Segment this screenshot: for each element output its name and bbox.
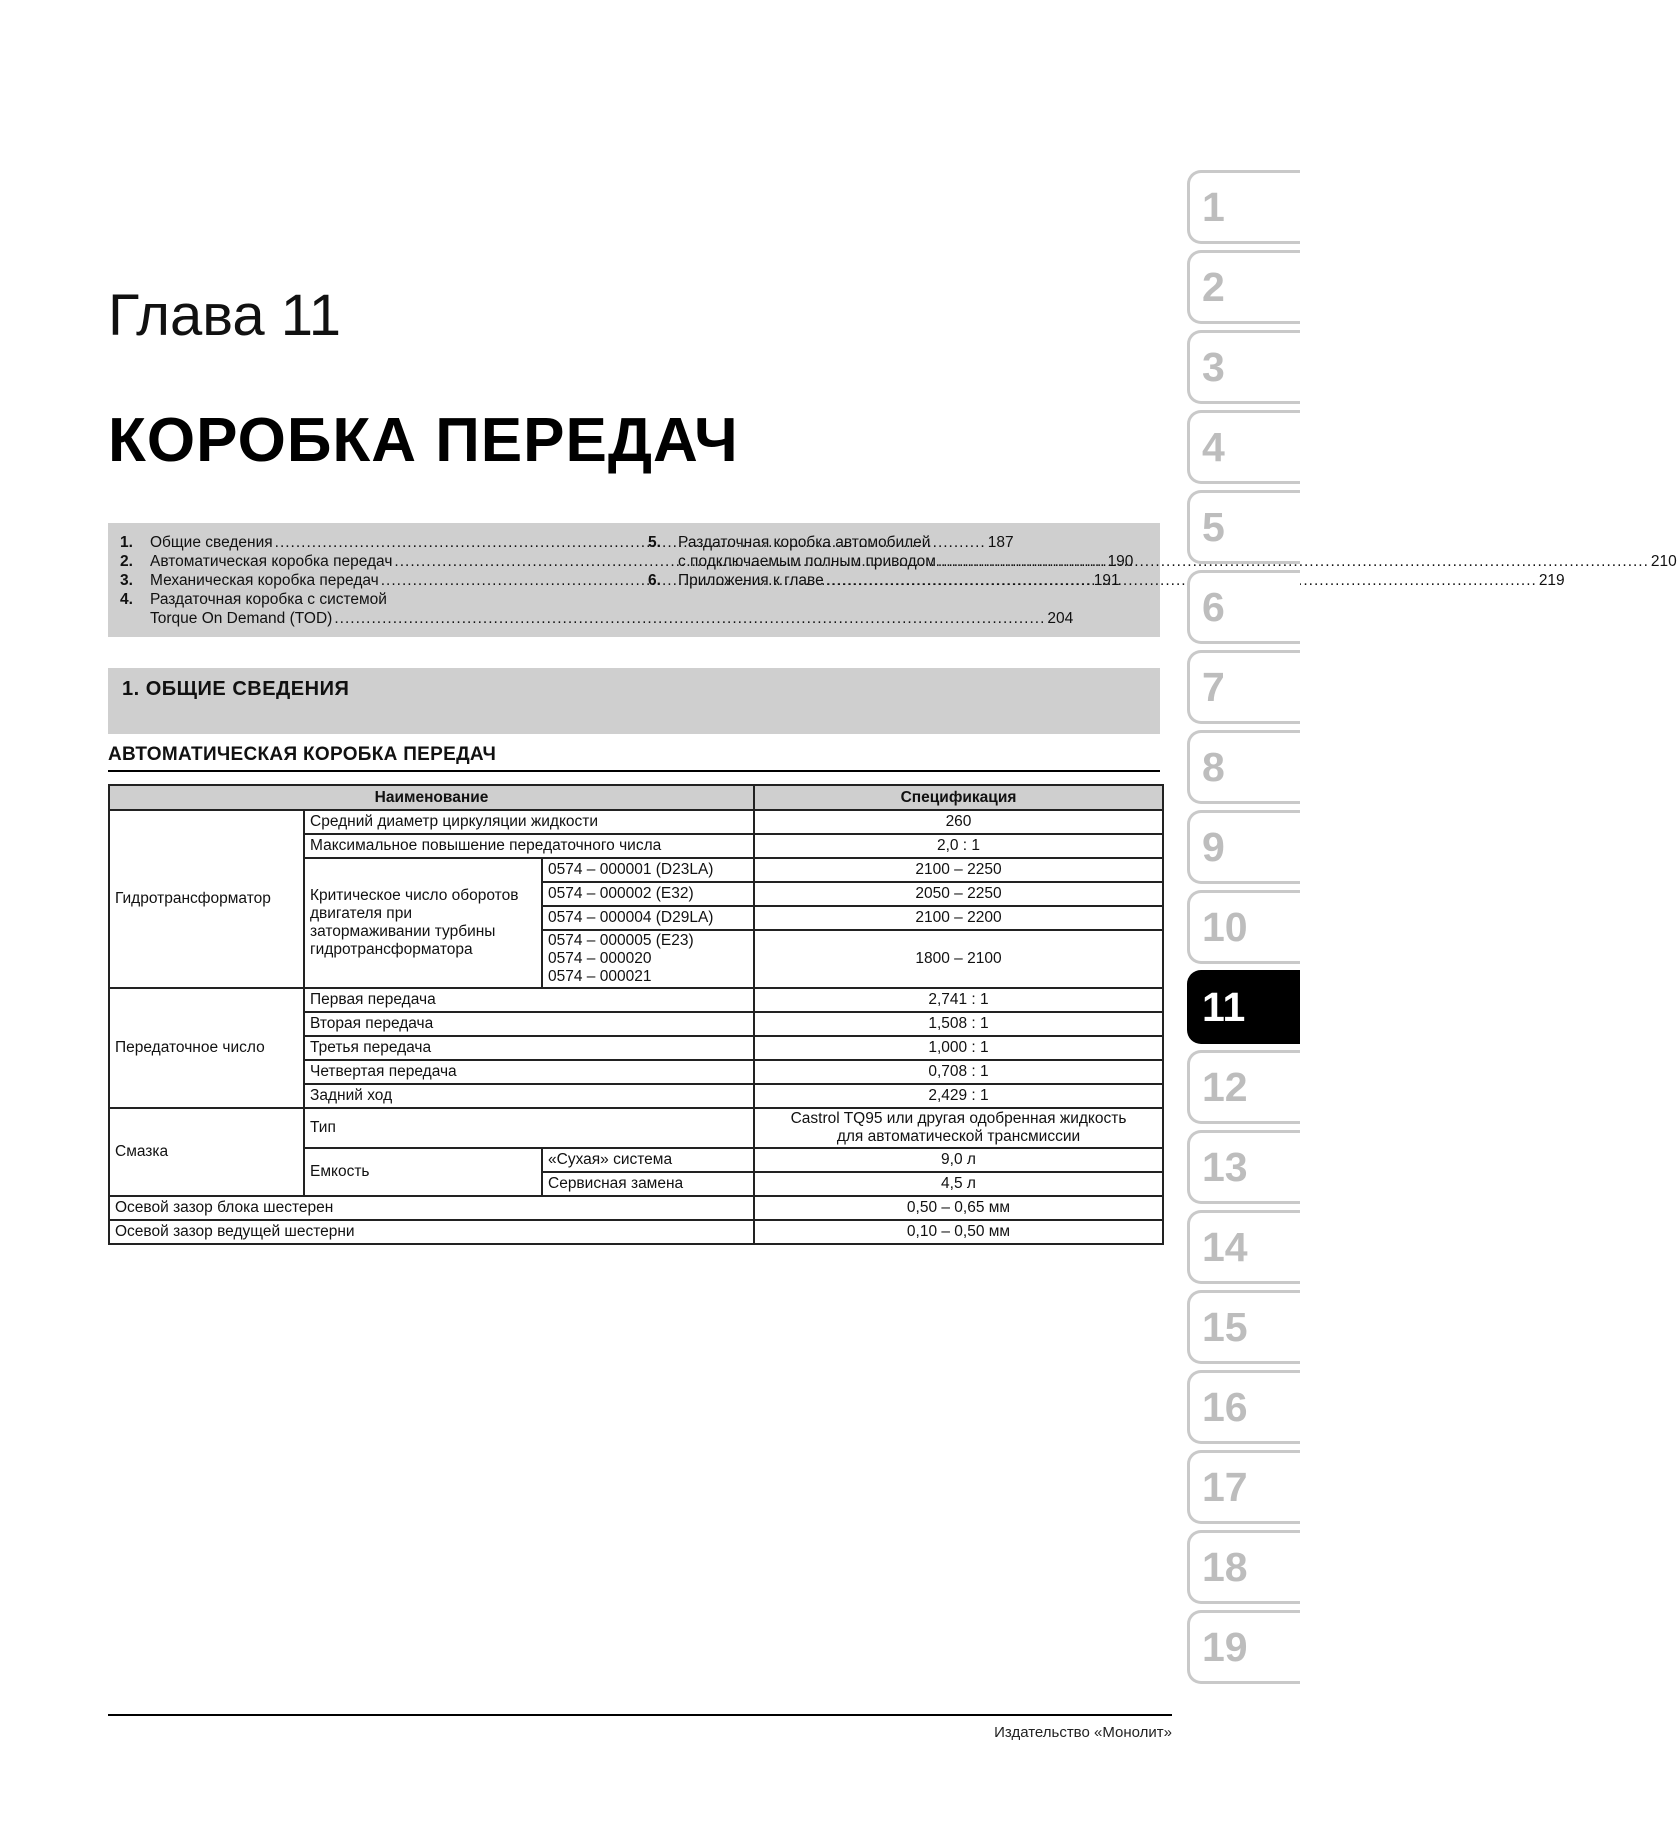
toc-item-number: 1. <box>120 534 133 551</box>
toc-item-title-cont: с подключаемым полным приводом <box>678 553 936 570</box>
param-name: Первая передача <box>304 988 754 1012</box>
table-of-contents <box>108 523 1677 637</box>
toc-item-page: 190 <box>1107 553 1134 570</box>
chapter-tab-13[interactable]: 13 <box>1187 1130 1300 1204</box>
param-value: 0,10 – 0,50 мм <box>754 1220 1163 1244</box>
toc-item-page: 191 <box>1093 572 1120 589</box>
group-lubrication: Смазка <box>109 1108 304 1196</box>
model-code: 0574 – 000002 (E32) <box>542 882 754 906</box>
model-codes <box>542 930 754 988</box>
chapter-label: Глава 11 <box>108 283 341 348</box>
model-code: 0574 – 000005 (E23) <box>548 932 694 949</box>
param-value: 2,0 : 1 <box>754 834 1163 858</box>
column-header-name: Наименование <box>109 785 754 810</box>
param-name: Четвертая передача <box>304 1060 754 1084</box>
toc-item-title: Раздаточная коробка с системой <box>150 591 387 608</box>
publisher-footer: Издательство «Монолит» <box>994 1724 1172 1741</box>
param-name: Задний ход <box>304 1084 754 1108</box>
table-row <box>109 1108 1163 1148</box>
table-header-row <box>109 785 1163 810</box>
param-subname: «Сухая» система <box>542 1148 754 1172</box>
footer-divider <box>108 1714 1172 1716</box>
chapter-tab-10[interactable]: 10 <box>1187 890 1300 964</box>
param-value: 260 <box>754 810 1163 834</box>
toc-item-title: Общие сведения <box>150 534 273 551</box>
param-value: 4,5 л <box>754 1172 1163 1196</box>
toc-right-column <box>648 533 1677 590</box>
param-name: Вторая передача <box>304 1012 754 1036</box>
param-value: 9,0 л <box>754 1148 1163 1172</box>
chapter-tab-11[interactable]: 11 <box>1187 970 1300 1044</box>
chapter-tab-6[interactable]: 6 <box>1187 570 1300 644</box>
chapter-tab-9[interactable]: 9 <box>1187 810 1300 884</box>
chapter-tab-19[interactable]: 19 <box>1187 1610 1300 1684</box>
param-value-line: для автоматической трансмиссии <box>836 1128 1081 1145</box>
param-value: 2050 – 2250 <box>754 882 1163 906</box>
param-value: 0,50 – 0,65 мм <box>754 1196 1163 1220</box>
param-name-stall-speed: Критическое число оборотов двигателя при затормаживании турбины гидротрансформатора <box>304 858 542 988</box>
param-value: 2100 – 2250 <box>754 858 1163 882</box>
param-name: Третья передача <box>304 1036 754 1060</box>
model-code: 0574 – 000001 (D23LA) <box>542 858 754 882</box>
chapter-title: КОРОБКА ПЕРЕДАЧ <box>108 406 739 475</box>
chapter-tab-7[interactable]: 7 <box>1187 650 1300 724</box>
chapter-tab-15[interactable]: 15 <box>1187 1290 1300 1364</box>
model-code: 0574 – 000020 <box>548 950 652 967</box>
toc-item-number: 3. <box>120 572 133 589</box>
param-value: 1,000 : 1 <box>754 1036 1163 1060</box>
param-value: 2100 – 2200 <box>754 906 1163 930</box>
param-name: Тип <box>304 1108 754 1148</box>
model-code: 0574 – 000004 (D29LA) <box>542 906 754 930</box>
toc-item-page: 219 <box>1538 572 1565 589</box>
chapter-tab-4[interactable]: 4 <box>1187 410 1300 484</box>
toc-item-number: 5. <box>648 534 661 551</box>
param-subname: Сервисная замена <box>542 1172 754 1196</box>
param-name: Осевой зазор блока шестерен <box>109 1196 754 1220</box>
param-name: Максимальное повышение передаточного числа <box>304 834 754 858</box>
chapter-tab-5[interactable]: 5 <box>1187 490 1300 564</box>
table-row <box>109 1220 1163 1244</box>
chapter-tab-12[interactable]: 12 <box>1187 1050 1300 1124</box>
param-name: Осевой зазор ведущей шестерни <box>109 1220 754 1244</box>
param-name: Средний диаметр циркуляции жидкости <box>304 810 754 834</box>
toc-item-number: 4. <box>120 591 133 608</box>
table-row <box>109 988 1163 1012</box>
toc-item[interactable] <box>120 590 1074 628</box>
toc-item[interactable] <box>648 533 1677 571</box>
chapter-tab-18[interactable]: 18 <box>1187 1530 1300 1604</box>
toc-item-title: Приложения к главе <box>678 572 824 589</box>
chapter-tab-3[interactable]: 3 <box>1187 330 1300 404</box>
toc-item-page: 204 <box>1047 610 1074 627</box>
section-title: 1. ОБЩИЕ СВЕДЕНИЯ <box>122 678 350 700</box>
table-row <box>109 810 1163 834</box>
chapter-tab-1[interactable]: 1 <box>1187 170 1300 244</box>
param-value-line: Castrol TQ95 или другая одобренная жидкость <box>790 1110 1127 1127</box>
column-header-spec: Спецификация <box>754 785 1163 810</box>
toc-item-title: Механическая коробка передач <box>150 572 379 589</box>
spec-table <box>108 784 1164 1245</box>
param-value: 2,429 : 1 <box>754 1084 1163 1108</box>
param-value: 1800 – 2100 <box>754 930 1163 988</box>
param-value <box>754 1108 1163 1148</box>
section-header <box>108 668 1160 734</box>
toc-item-number: 6. <box>648 572 661 589</box>
toc-item-title: Раздаточная коробка автомобилей <box>678 534 931 551</box>
toc-item-page: 210 <box>1650 553 1677 570</box>
toc-item[interactable] <box>648 571 1565 590</box>
toc-item-page: 187 <box>987 534 1014 551</box>
toc-item-number: 2. <box>120 553 133 570</box>
param-value: 0,708 : 1 <box>754 1060 1163 1084</box>
chapter-tab-8[interactable]: 8 <box>1187 730 1300 804</box>
model-code: 0574 – 000021 <box>548 968 652 985</box>
chapter-tab-16[interactable]: 16 <box>1187 1370 1300 1444</box>
group-gear-ratio: Передаточное число <box>109 988 304 1108</box>
param-name: Емкость <box>304 1148 542 1196</box>
chapter-tab-14[interactable]: 14 <box>1187 1210 1300 1284</box>
param-value: 2,741 : 1 <box>754 988 1163 1012</box>
table-row <box>109 1196 1163 1220</box>
group-torque-converter: Гидротрансформатор <box>109 810 304 988</box>
param-value: 1,508 : 1 <box>754 1012 1163 1036</box>
chapter-tab-2[interactable]: 2 <box>1187 250 1300 324</box>
toc-item-title-cont: Torque On Demand (TOD) <box>150 610 333 627</box>
toc-item-title: Автоматическая коробка передач <box>150 553 393 570</box>
subsection-title: АВТОМАТИЧЕСКАЯ КОРОБКА ПЕРЕДАЧ <box>108 744 1160 772</box>
chapter-tab-17[interactable]: 17 <box>1187 1450 1300 1524</box>
